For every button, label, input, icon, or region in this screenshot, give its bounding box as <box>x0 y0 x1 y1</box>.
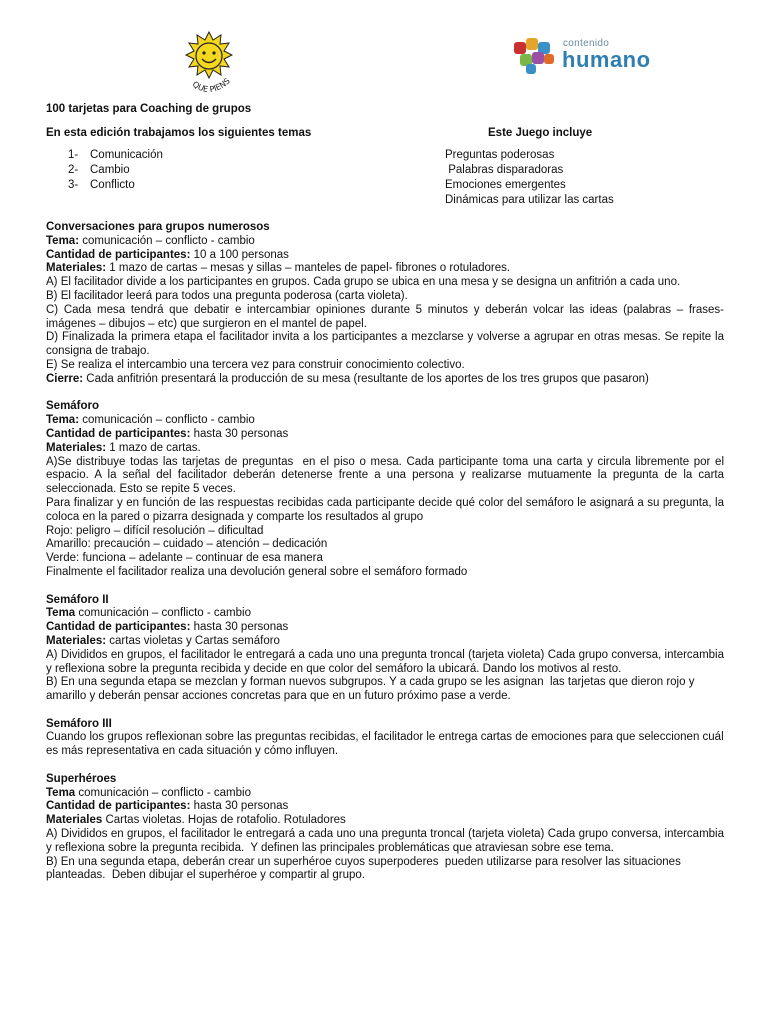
paragraph <box>46 676 724 704</box>
paragraph-text: Rojo: peligro – difícil resolución – dificultad <box>46 524 264 537</box>
list-item <box>68 163 163 178</box>
paragraph <box>46 235 724 249</box>
paragraph-text: 10 a 100 personas <box>190 248 289 261</box>
paragraph-text: A) El facilitador divide a los participantes en grupos. Cada grupo se ubica en una mesa y se designa un anfitrión a cada uno. <box>46 276 681 289</box>
field-label: Materiales: <box>46 634 107 647</box>
list-item: Emociones emergentes <box>445 179 566 191</box>
paragraph <box>46 442 724 456</box>
paragraph-text: Cada anfitrión presentará la producción de su mesa (resultante de los aportes de los tres grupos que pasaron) <box>83 372 649 385</box>
paragraph <box>46 414 724 428</box>
paragraph-text: Verde: funciona – adelante – continuar de esa manera <box>46 552 323 565</box>
paragraph <box>46 428 724 442</box>
kit-heading: Este Juego incluye <box>488 127 593 139</box>
field-label: Cantidad de participantes: <box>46 427 191 440</box>
field-label: Materiales <box>46 814 103 827</box>
paragraph-text: Cartas violetas. Hojas de rotafolio. Rotuladores <box>102 814 346 827</box>
paragraph <box>46 525 724 539</box>
field-label: Cantidad de participantes: <box>46 800 191 813</box>
paragraph-text: comunicación – conflicto - cambio <box>79 234 255 247</box>
paragraph <box>46 303 728 332</box>
list-item-label: Cambio <box>90 164 130 176</box>
activity-section <box>46 400 728 579</box>
list-item <box>68 148 163 163</box>
paragraph <box>46 856 724 884</box>
logo-left-text: QUE PIENS <box>190 76 232 95</box>
paragraph <box>46 276 724 290</box>
paragraph <box>46 496 728 525</box>
paragraph <box>46 828 728 856</box>
paragraph <box>46 787 724 801</box>
paragraph-text: cartas violetas y Cartas semáforo <box>106 634 280 647</box>
field-label: Tema <box>46 607 76 620</box>
paragraph <box>46 373 724 387</box>
list-item: Palabras disparadoras <box>445 164 564 176</box>
section-heading: Semáforo III <box>46 717 112 730</box>
paragraph-text: comunicación – conflicto - cambio <box>79 414 255 427</box>
section-heading: Semáforo II <box>46 593 109 606</box>
activity-section <box>46 593 728 704</box>
paragraph-text: E) Se realiza el intercambio una tercera vez para construir conocimiento colectivo. <box>46 358 465 371</box>
paragraph-text: Finalmente el facilitador realiza una devolución general sobre el semáforo formado <box>46 565 468 578</box>
puzzle-logo-icon <box>510 36 560 76</box>
paragraph-text: Para finalizar y en función de las respuestas recibidas cada participante decide qué color del semáforo le asignará a su pregunta, la coloca en la pared o pizarra designada y comparte los resultados al grupo <box>46 496 728 523</box>
list-item-number: 3- <box>68 179 79 191</box>
paragraph-text: Cuando los grupos reflexionan sobre las preguntas recibidas, el facilitador le entrega cartas de emociones para que seleccionen cuál es más representativa en cada situación y cómo influyen. <box>46 731 727 758</box>
paragraph-text: A) Divididos en grupos, el facilitador le entregará a cada uno una pregunta troncal (tarjeta violeta) Cada grupo conversa, intercambia y reflexiona sobre la pregunta recibida y decide en que color del semáforo la ubicará. Dando los motivos al resto. <box>46 648 728 675</box>
paragraph <box>46 262 724 276</box>
paragraph <box>46 566 724 580</box>
paragraph-text: 1 mazo de cartas – mesas y sillas – manteles de papel- fibrones o rotuladores. <box>106 262 511 275</box>
paragraph <box>46 607 724 621</box>
paragraph <box>46 455 728 497</box>
paragraph-text: B) En una segunda etapa se mezclan y forman nuevos subgrupos. Y a cada grupo se les asignan las tarjetas que dieron rojo y amarillo y deberán pensar acciones concretas para que en un futuro próximo pase a verde. <box>46 676 698 703</box>
paragraph-text: 1 mazo de cartas. <box>106 441 201 454</box>
paragraph <box>46 648 728 677</box>
logo-right-small-text: contenido <box>563 38 610 49</box>
document-title: 100 tarjetas para Coaching de grupos <box>46 103 252 115</box>
list-item: Dinámicas para utilizar las cartas <box>445 194 614 206</box>
paragraph-text: C) Cada mesa tendrá que debatir e intercambiar opiniones durante 5 minutos y deberán volcar las ideas (palabras – frases- imágenes – dibujos – etc) que surgieron en el mantel de papel. <box>46 303 728 330</box>
paragraph-text: B) En una segunda etapa, deberán crear un superhéroe cuyos superpoderes pueden utilizarse para resolver las situaciones planteadas. Deben dibujar el superhéroe y compartir al grupo. <box>46 855 685 882</box>
paragraph <box>46 359 724 373</box>
kit-list <box>445 148 614 208</box>
themes-list <box>68 148 163 193</box>
paragraph <box>46 331 728 359</box>
list-item <box>68 178 163 193</box>
paragraph-text: comunicación – conflicto - cambio <box>75 607 251 620</box>
paragraph <box>46 249 724 263</box>
paragraph <box>46 814 724 828</box>
field-label: Materiales: <box>46 441 107 454</box>
field-label: Tema: <box>46 234 80 247</box>
field-label: Tema: <box>46 414 80 427</box>
paragraph <box>46 731 727 759</box>
list-item-number: 1- <box>68 149 79 161</box>
themes-heading: En esta edición trabajamos los siguientes temas <box>46 127 312 139</box>
section-heading: Conversaciones para grupos numerosos <box>46 221 270 233</box>
paragraph <box>46 635 724 649</box>
paragraph-text: comunicación – conflicto - cambio <box>75 786 251 799</box>
paragraph-text: B) El facilitador leerá para todos una pregunta poderosa (carta violeta). <box>46 289 408 302</box>
paragraph-text: hasta 30 personas <box>190 621 289 634</box>
field-label: Cantidad de participantes: <box>46 248 191 261</box>
section-heading: Superhéroes <box>46 772 117 785</box>
paragraph-text: hasta 30 personas <box>190 427 289 440</box>
paragraph <box>46 800 724 814</box>
paragraph <box>46 621 724 635</box>
paragraph-text: hasta 30 personas <box>190 800 289 813</box>
section-heading: Semáforo <box>46 400 100 413</box>
field-label: Cierre: <box>46 372 84 385</box>
paragraph-text: Amarillo: precaución – cuidado – atención – dedicación <box>46 538 328 551</box>
sun-logo-icon <box>178 28 240 102</box>
paragraph-text: A)Se distribuye todas las tarjetas de preguntas en el piso o mesa. Cada participante toma una carta y circula libremente por el espacio. A la señal del facilitador deberán detenerse frente a una persona y realizarse mutuamente la pregunta de la carta seleccionada. Esto se repite 5 veces. <box>46 455 728 496</box>
paragraph <box>46 290 724 304</box>
list-item: Preguntas poderosas <box>445 149 555 161</box>
activity-section <box>46 717 727 759</box>
field-label: Materiales: <box>46 262 107 275</box>
list-item-label: Comunicación <box>90 149 163 161</box>
paragraph <box>46 538 724 552</box>
field-label: Cantidad de participantes: <box>46 621 191 634</box>
paragraph-text: A) Divididos en grupos, el facilitador le entregará a cada uno una pregunta troncal (tarjeta violeta) Cada grupo conversa, intercambia y reflexiona sobre la pregunta recibida. Y definen las principales problemáticas que atraviesan sobre ese tema. <box>46 828 728 854</box>
list-item-number: 2- <box>68 164 79 176</box>
activity-section <box>46 772 728 883</box>
paragraph-text: D) Finalizada la primera etapa el facilitador invita a los participantes a mezclarse y volverse a agrupar en otras mesas. Se repite la consigna de trabajo. <box>46 331 728 358</box>
contenido-humano-logo <box>510 36 670 76</box>
activities-content <box>46 221 728 897</box>
list-item-label: Conflicto <box>90 179 135 191</box>
activity-section <box>46 221 728 387</box>
logo-right-big-text: humano <box>562 47 651 72</box>
field-label: Tema <box>46 786 76 799</box>
paragraph <box>46 552 724 566</box>
